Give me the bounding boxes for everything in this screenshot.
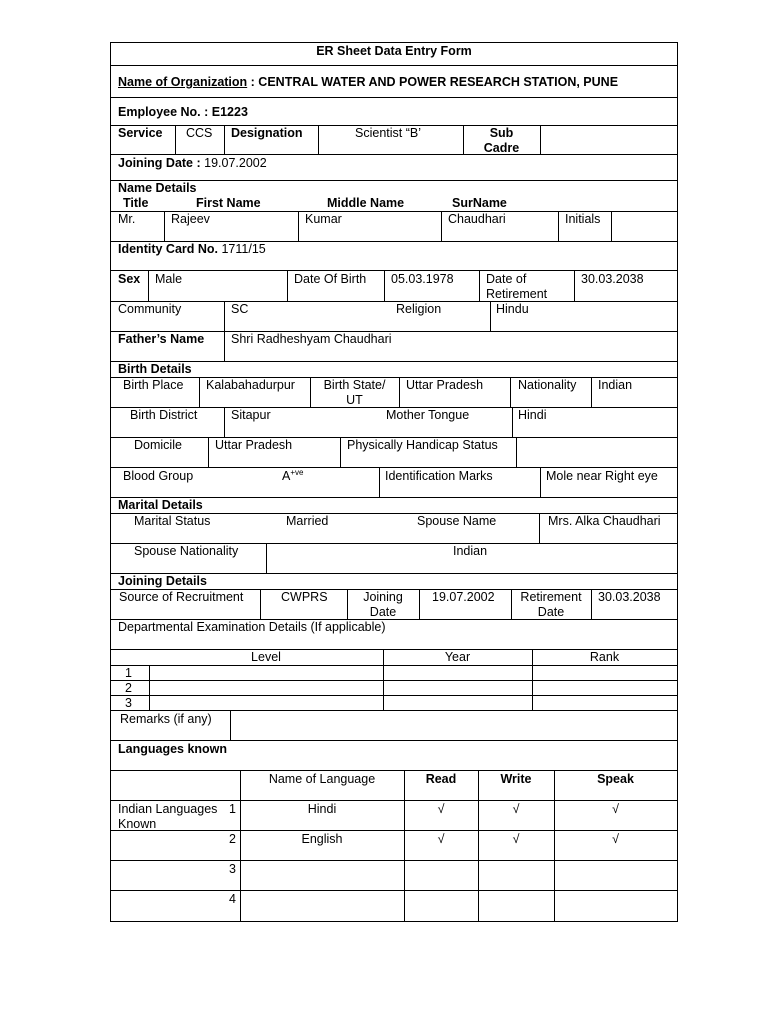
org-label: Name of Organization	[118, 75, 248, 89]
language-row-read: √	[437, 832, 445, 846]
rule	[318, 125, 319, 154]
surname-label: SurName	[452, 196, 507, 210]
blood-group-value	[282, 469, 303, 484]
language-row-number: 3	[229, 862, 236, 876]
rule	[110, 467, 678, 468]
retirement-value: 30.03.2038	[581, 272, 644, 286]
marital-status-label: Marital Status	[134, 514, 211, 528]
language-row-write: √	[512, 802, 520, 816]
father-name-value: Shri Radheshyam Chaudhari	[231, 332, 392, 346]
retirement-date-label-1: Retirement	[520, 590, 582, 604]
marital-details-heading: Marital Details	[118, 498, 203, 512]
religion-value: Hindu	[496, 302, 529, 316]
rule	[539, 513, 540, 543]
exam-rank-header: Rank	[589, 650, 620, 664]
language-name-header: Name of Language	[268, 772, 376, 786]
rule	[110, 361, 678, 362]
rule	[591, 589, 592, 619]
birth-place-value: Kalabahadurpur	[206, 378, 295, 392]
rule	[110, 42, 678, 43]
rule	[224, 301, 225, 331]
joining-date-label: Joining Date :	[118, 156, 205, 170]
identification-marks-value: Mole near Right eye	[546, 469, 658, 483]
language-row-name: English	[301, 832, 343, 846]
joining-date-col-label-1: Joining	[363, 590, 403, 604]
language-speak-header: Speak	[597, 772, 634, 786]
retirement-label-2: Retirement	[486, 287, 548, 301]
title-label: Title	[123, 196, 149, 210]
rule	[110, 860, 678, 861]
father-name-label: Father’s Name	[118, 332, 205, 346]
rule	[110, 301, 678, 302]
exam-row-number: 1	[125, 666, 132, 680]
birth-district-label: Birth District	[130, 408, 198, 422]
first-name-value: Rajeev	[171, 212, 210, 226]
spouse-nationality-label: Spouse Nationality	[134, 544, 239, 558]
rule	[591, 377, 592, 407]
retirement-label-1: Date of	[486, 272, 527, 286]
community-value: SC	[231, 302, 249, 316]
rule	[266, 543, 267, 573]
domicile-label: Domicile	[134, 438, 182, 452]
rule	[490, 301, 491, 331]
rule	[110, 65, 678, 66]
mother-tongue-value: Hindi	[518, 408, 547, 422]
language-row-number: 1	[229, 802, 236, 816]
org-value: CENTRAL WATER AND POWER RESEARCH STATION, PUNE	[258, 75, 619, 89]
rule	[110, 921, 678, 922]
rule	[399, 377, 400, 407]
rule	[148, 270, 149, 301]
rule	[110, 270, 678, 271]
rule	[260, 589, 261, 619]
blood-group-label: Blood Group	[123, 469, 194, 483]
identity-card-label: Identity Card No.	[118, 242, 222, 256]
language-row-write: √	[512, 832, 520, 846]
birth-details-heading: Birth Details	[118, 362, 192, 376]
birth-state-label-1: Birth State/	[323, 378, 386, 392]
language-row-speak: √	[612, 832, 619, 846]
sub-cadre-label-2: Cadre	[483, 141, 520, 155]
rule	[110, 154, 678, 155]
rule	[230, 710, 231, 740]
rule	[224, 331, 225, 361]
language-read-header: Read	[425, 772, 457, 786]
form-border-right	[677, 42, 678, 922]
rule	[298, 211, 299, 241]
initials-label: Initials	[565, 212, 601, 226]
indian-languages-label-2: Known	[118, 817, 157, 831]
rule	[110, 740, 678, 741]
rule	[110, 97, 678, 98]
service-value: CCS	[186, 126, 213, 140]
rule	[510, 377, 511, 407]
rule	[540, 467, 541, 497]
rule	[540, 125, 541, 154]
joining-date-col-value: 19.07.2002	[432, 590, 495, 604]
source-of-recruitment-value: CWPRS	[281, 590, 328, 604]
source-of-recruitment-label: Source of Recruitment	[119, 590, 244, 604]
form-title: ER Sheet Data Entry Form	[316, 44, 472, 58]
departmental-exam-label: Departmental Examination Details (If applicable)	[118, 620, 386, 634]
first-name-label: First Name	[196, 196, 261, 210]
rule	[574, 270, 575, 301]
rule	[110, 710, 678, 711]
language-row-read: √	[437, 802, 445, 816]
exam-year-header: Year	[444, 650, 471, 664]
rule	[512, 407, 513, 437]
community-label: Community	[118, 302, 182, 316]
rule	[110, 800, 678, 801]
rule	[340, 437, 341, 467]
blood-group-rh: +ve	[290, 467, 304, 477]
form-border-left	[110, 42, 111, 922]
nationality-value: Indian	[598, 378, 633, 392]
org-separator: :	[247, 75, 259, 89]
language-row-number: 2	[229, 832, 236, 846]
languages-heading: Languages known	[118, 742, 228, 756]
joining-date-value: 19.07.2002	[204, 156, 267, 170]
service-label: Service	[118, 126, 163, 140]
exam-row-number: 2	[125, 681, 132, 695]
marital-status-value: Married	[286, 514, 329, 528]
exam-level-header: Level	[251, 650, 281, 664]
name-details-heading: Name Details	[118, 181, 197, 195]
rule	[224, 125, 225, 154]
exam-row-number: 3	[125, 696, 132, 710]
rule	[199, 377, 200, 407]
birth-district-value: Sitapur	[231, 408, 271, 422]
rule	[384, 270, 385, 301]
rule	[110, 770, 678, 771]
language-row-number: 4	[229, 892, 236, 906]
rule	[379, 467, 380, 497]
organization-line	[118, 75, 618, 90]
rule	[516, 437, 517, 467]
dob-value: 05.03.1978	[391, 272, 454, 286]
language-row-name: Hindi	[307, 802, 337, 816]
joining-details-heading: Joining Details	[118, 574, 207, 588]
indian-languages-label-1: Indian Languages	[118, 802, 218, 816]
birth-state-label-2: UT	[346, 393, 363, 407]
middle-name-value: Kumar	[305, 212, 342, 226]
sex-label: Sex	[118, 272, 141, 286]
title-value: Mr.	[118, 212, 136, 226]
sub-cadre-label-1: Sub	[489, 126, 514, 140]
identity-card-value: 1711/15	[221, 242, 266, 256]
identification-marks-label: Identification Marks	[385, 469, 493, 483]
mother-tongue-label: Mother Tongue	[386, 408, 470, 422]
language-write-header: Write	[500, 772, 532, 786]
rule	[110, 890, 678, 891]
joining-date-line	[118, 156, 267, 171]
spouse-name-value: Mrs. Alka Chaudhari	[548, 514, 661, 528]
handicap-label: Physically Handicap Status	[347, 438, 498, 452]
rule	[479, 270, 480, 301]
middle-name-label: Middle Name	[327, 196, 405, 210]
rule	[110, 680, 678, 681]
remarks-label: Remarks (if any)	[120, 712, 212, 726]
surname-value: Chaudhari	[448, 212, 506, 226]
designation-label: Designation	[231, 126, 303, 140]
domicile-value: Uttar Pradesh	[215, 438, 293, 452]
rule	[164, 211, 165, 241]
blood-group-letter: A	[282, 469, 291, 483]
religion-label: Religion	[396, 302, 442, 316]
employee-no: Employee No. : E1223	[118, 105, 248, 119]
rule	[149, 665, 150, 710]
joining-date-col-label-2: Date	[369, 605, 397, 619]
nationality-label: Nationality	[518, 378, 577, 392]
rule	[558, 211, 559, 241]
spouse-name-label: Spouse Name	[417, 514, 497, 528]
rule	[208, 437, 209, 467]
rule	[175, 125, 176, 154]
rule	[287, 270, 288, 301]
rule	[110, 830, 678, 831]
birth-place-label: Birth Place	[123, 378, 184, 392]
designation-value: Scientist “B’	[355, 126, 421, 140]
language-row-speak: √	[612, 802, 619, 816]
sex-value: Male	[155, 272, 183, 286]
dob-label: Date Of Birth	[294, 272, 367, 286]
retirement-date-label-2: Date	[537, 605, 565, 619]
spouse-nationality-value: Indian	[453, 544, 488, 558]
retirement-date-value: 30.03.2038	[598, 590, 661, 604]
rule	[110, 695, 678, 696]
rule	[419, 589, 420, 619]
rule	[441, 211, 442, 241]
rule	[224, 407, 225, 437]
rule	[110, 665, 678, 666]
identity-card-line	[118, 242, 266, 257]
rule	[611, 211, 612, 241]
birth-state-value: Uttar Pradesh	[406, 378, 484, 392]
